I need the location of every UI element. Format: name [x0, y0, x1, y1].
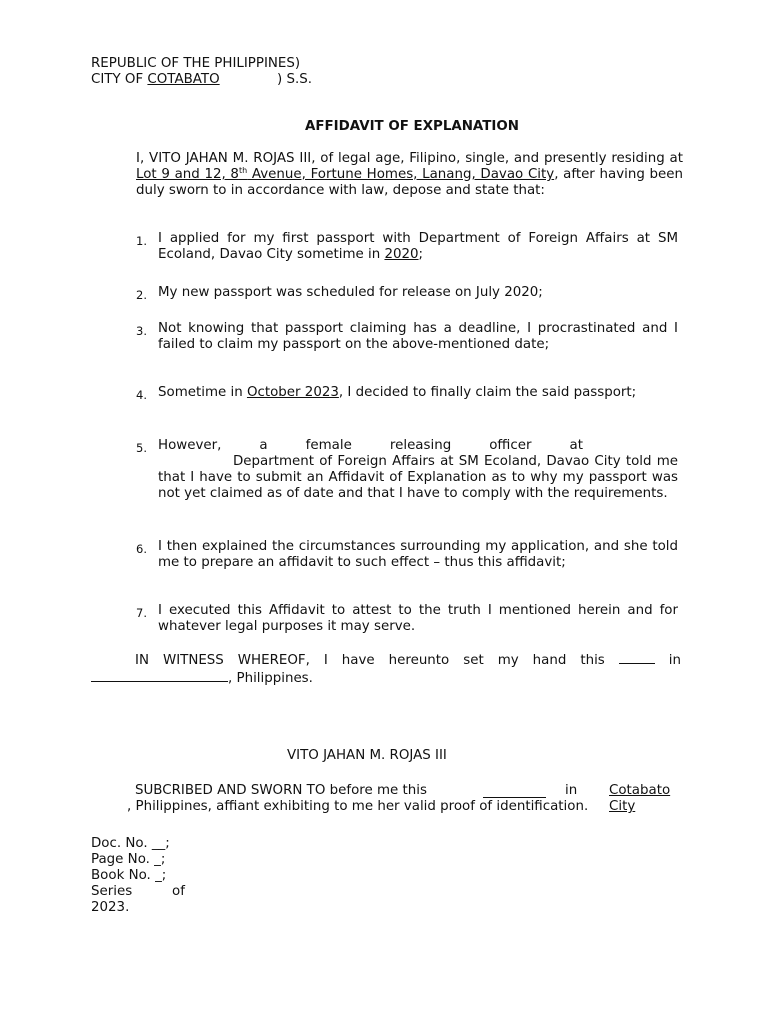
item-number: 6.	[136, 542, 147, 556]
venue-republic: REPUBLIC OF THE PHILIPPINES)	[91, 56, 301, 71]
book-number: Book No. _;	[91, 868, 167, 883]
document-title: AFFIDAVIT OF EXPLANATION	[305, 119, 519, 134]
item-number: 3.	[136, 324, 147, 338]
item-number: 7.	[136, 606, 147, 620]
venue-ss: ) S.S.	[277, 72, 312, 87]
item-number: 2.	[136, 288, 147, 302]
list-item: However, a female releasing officer at Department of Foreign Affairs at SM Ecoland, Davao City told me that I have to submit an Affidavit of Explanation as to why my passport was not yet claimed as of date and that I have to comply with the requirements.	[158, 438, 678, 501]
venue-city-prefix: CITY OF	[91, 72, 148, 87]
venue-city: COTABATO	[147, 72, 220, 87]
intro-address: Lot 9 and 12, 8th Avenue, Fortune Homes, Lanang, Davao City	[136, 166, 555, 182]
list-item: I applied for my first passport with Department of Foreign Affairs at SM Ecoland, Davao City sometime in 2020;	[158, 231, 678, 262]
doc-number: Doc. No. __;	[91, 836, 170, 851]
signatory-name: VITO JAHAN M. ROJAS III	[287, 748, 447, 763]
intro-text-end: , after having been duly sworn to in accordance with law, depose and state that:	[136, 167, 683, 198]
witness-clause: IN WITNESS WHEREOF, I have hereunto set my hand this in , Philippines.	[91, 651, 681, 687]
item-number: 4.	[136, 388, 147, 402]
series-line: Series of	[91, 884, 185, 899]
series-year: 2023.	[91, 900, 130, 915]
jurat-paragraph: SUBCRIBED AND SWORN TO before me this in Cotabato City , Philippines, affiant exhibiting to me her valid proof of identification.	[91, 783, 681, 815]
item-number: 1.	[136, 234, 147, 248]
list-item: I then explained the circumstances surrounding my application, and she told me to prepare an affidavit to such effect – thus this affidavit;	[158, 539, 678, 570]
list-item: My new passport was scheduled for release on July 2020;	[158, 285, 543, 300]
intro-text: I, VITO JAHAN M. ROJAS III, of legal age, Filipino, single, and presently residing at	[136, 151, 683, 166]
list-item: Sometime in October 2023, I decided to finally claim the said passport;	[158, 385, 637, 400]
list-item: I executed this Affidavit to attest to the truth I mentioned herein and for whatever legal purposes it may serve.	[158, 603, 678, 634]
venue-city-line	[91, 72, 351, 88]
intro-paragraph	[136, 151, 683, 199]
item-number: 5.	[136, 441, 147, 455]
page-number: Page No. _;	[91, 852, 166, 867]
list-item: Not knowing that passport claiming has a deadline, I procrastinated and I failed to claim my passport on the above-mentioned date;	[158, 321, 678, 352]
jurat-city: Cotabato City	[609, 783, 671, 814]
